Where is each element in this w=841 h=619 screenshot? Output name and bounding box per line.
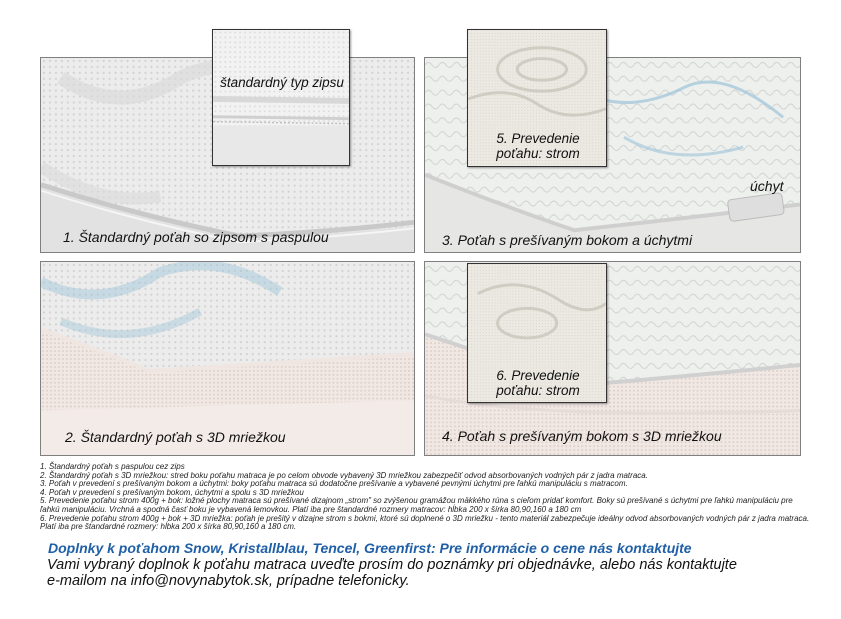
footnotes [40,463,810,532]
panel-caption: 2. Štandardný poťah s 3D mriežkou [65,429,286,445]
footnote: 3. Poťah v prevedení s prešívaným bokom a úchytmi: boky poťahu matraca sú dodatočne prešívanie a vybavené pevnými úchytmi pre ľahkú manipuláciu s matracom. [40,479,628,489]
footnote: 1. Štandardný poťah s paspulou cez zips [40,462,185,471]
inset-caption-line: poťahu: strom [496,383,580,398]
inset-caption [468,131,607,161]
zipper-photo [213,30,349,165]
tree-quilting-inset [467,29,607,167]
callout-label: úchyt [750,178,784,194]
tree-quilting-inset-mesh [467,263,607,403]
inset-caption [468,368,607,398]
inset-caption-line: poťahu: strom [496,146,580,161]
inset-caption-line: 5. Prevedenie [496,131,580,146]
pricing-highlight: Doplnky k poťahom Snow, Kristallblau, Tencel, Greenfirst: Pre informácie o cene nás kontaktujte [48,540,692,556]
panel-caption: 1. Štandardný poťah so zipsom s paspulou [63,229,329,245]
footnote: 6. Prevedenie poťahu strom 400g + bok + 3D mriežka: poťah je prešitý v dizajne strom s bokmi, ktoré sú doplnené o 3D mriežku - tento materiál zabezpečuje ideálny odvod absorbovaných vodných pár z jadra matraca. Platí iba pre štandardné rozmery: hĺbka 200 x šírka 80,90,160 a 180 cm. [40,513,810,532]
contact-instructions: e-mailom na info@novynabytok.sk, prípadne telefonicky. [47,573,410,589]
footnote: 2. Štandardný poťah s 3D mriežkou: stred boku poťahu matraca je po celom obvode vybavený 3D mriežkou zabezpečiť odvod absorbovaných vodných pár z jadra matraca. [40,470,648,480]
inset-caption-line: 6. Prevedenie [496,368,580,383]
mattress-photo [41,262,414,455]
panel-caption: 4. Poťah s prešívaným bokom s 3D mriežkou [442,428,722,444]
footnote: 5. Prevedenie poťahu strom 400g + bok: ložné plochy matraca sú prešívané dizajnom „strom" so zvýšenou gramážou mäkkého rúna s cieľom pridať komfort. Boky sú prešívané s úchytmi pre ľahkú manipuláciu pre ľahkú manipuláciu. Vrchná a spodná časť boku je vybavená lemovkou. Platí iba pre štandardné rozmery matracov: hĺbka 200 x šírka 80,90,160 a 180 cm [40,496,793,514]
order-instructions: Vami vybraný doplnok k poťahu matraca uveďte prosím do poznámky pri objednávke, alebo nás kontaktujte [47,557,737,573]
panel-3d-mesh [40,261,415,456]
inset-caption: štandardný typ zipsu [220,75,344,90]
zipper-detail-inset [212,29,350,166]
panel-caption: 3. Poťah s prešívaným bokom a úchytmi [442,232,693,248]
footnote: 4. Poťah v prevedení s prešívaným bokom, úchytmi a spolu s 3D mriežkou [40,487,304,497]
